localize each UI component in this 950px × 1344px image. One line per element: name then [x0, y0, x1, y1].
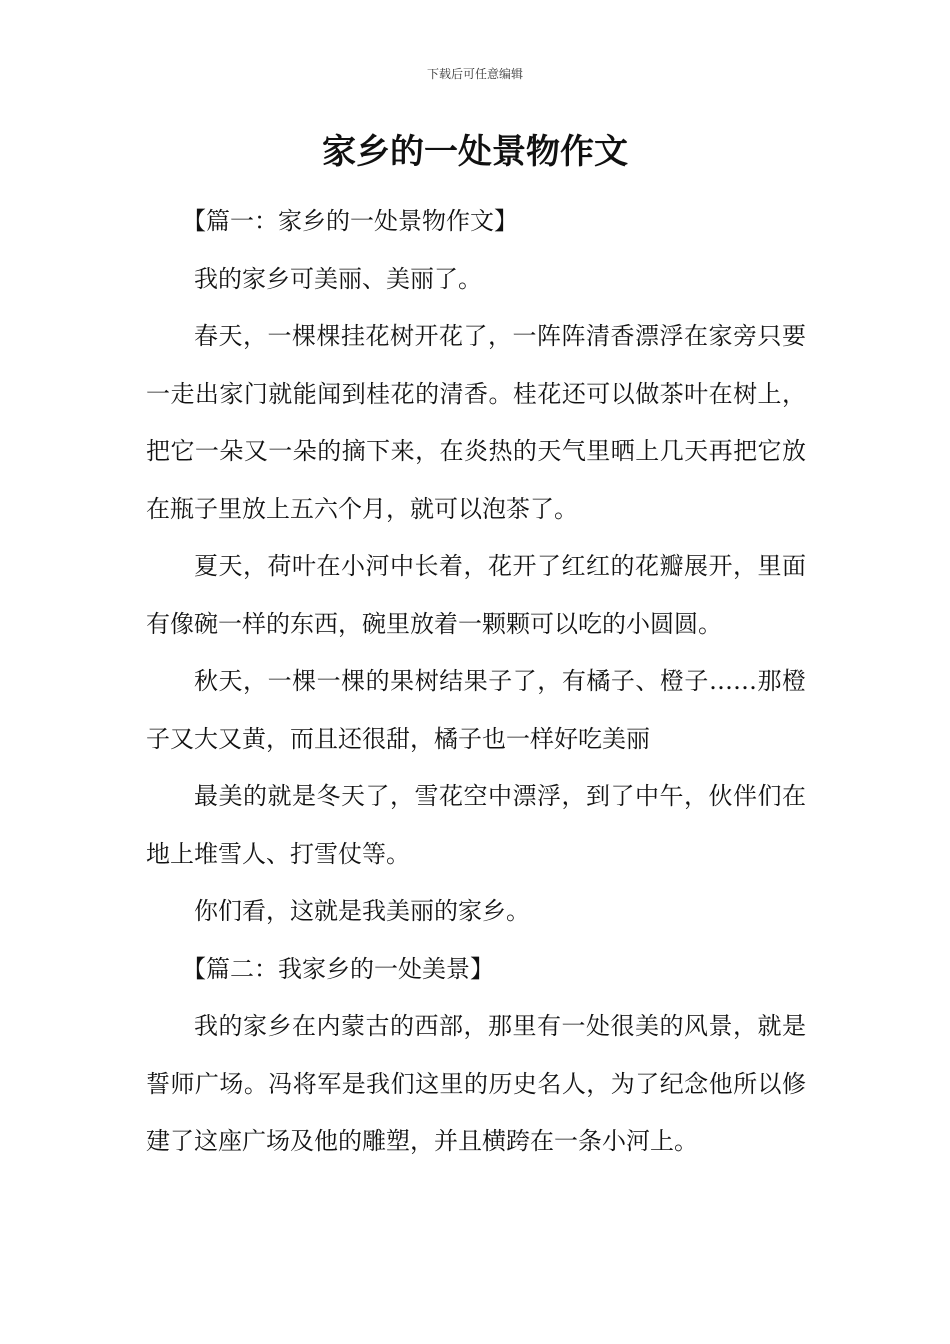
paragraph: 最美的就是冬天了，雪花空中漂浮，到了中午，伙伴们在地上堆雪人、打雪仗等。	[146, 782, 806, 868]
paragraph: 你们看，这就是我美丽的家乡。	[194, 897, 530, 925]
paragraph: 春天，一棵棵挂花树开花了，一阵阵清香漂浮在家旁只要一走出家门就能闻到桂花的清香。桂花还可以做茶叶在树上，把它一朵又一朵的摘下来，在炎热的天气里晒上几天再把它放在瓶子里放上五六个月，就可以泡茶了。	[146, 322, 806, 523]
paragraph: 我的家乡在内蒙古的西部，那里有一处很美的风景，就是誓师广场。冯将军是我们这里的历史名人，为了纪念他所以修建了这座广场及他的雕塑，并且横跨在一条小河上。	[146, 1012, 806, 1155]
document-body	[146, 193, 806, 1171]
paragraph: 夏天，荷叶在小河中长着，花开了红红的花瓣展开，里面有像碗一样的东西，碗里放着一颗颗可以吃的小圆圆。	[146, 552, 806, 638]
page-header-note: 下载后可任意编辑	[426, 67, 523, 81]
document-title: 家乡的一处景物作文	[322, 132, 628, 172]
paragraph: 秋天，一棵一棵的果树结果子了，有橘子、橙子……那橙子又大又黄，而且还很甜，橘子也一样好吃美丽	[146, 667, 806, 753]
section-heading-1: 【篇一：家乡的一处景物作文】	[182, 207, 518, 235]
paragraph: 我的家乡可美丽、美丽了。	[194, 264, 482, 293]
section-heading-2: 【篇二：我家乡的一处美景】	[182, 954, 494, 983]
